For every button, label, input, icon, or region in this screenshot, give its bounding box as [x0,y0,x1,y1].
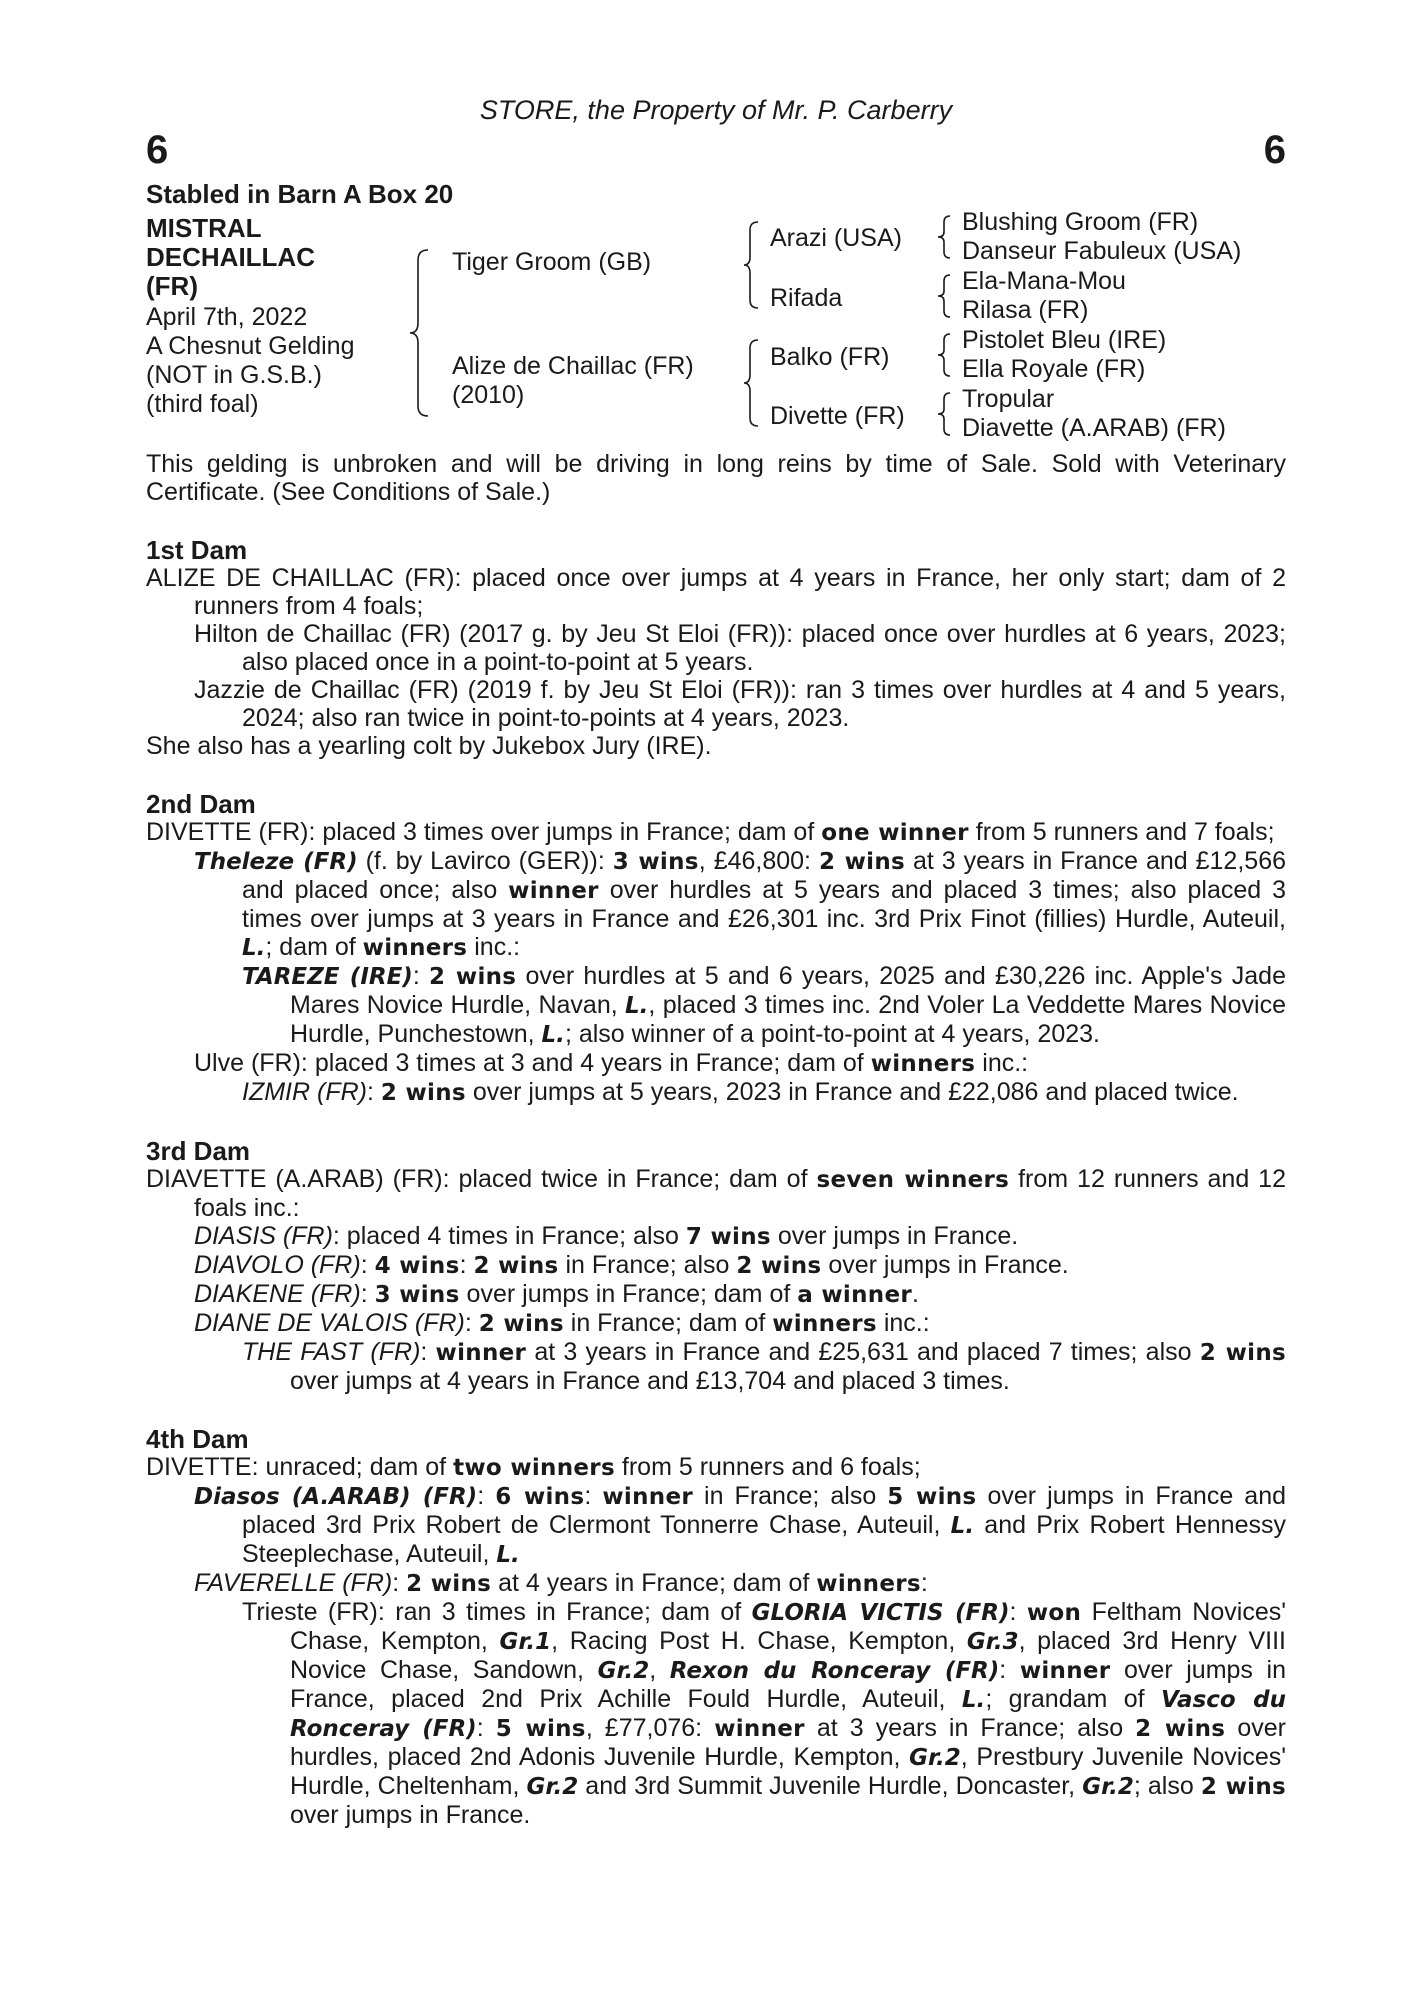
ancestor-g4: Rilasa (FR) [962,296,1089,324]
ancestor-g7: Tropular [962,385,1055,413]
pedigree-brace-main [408,248,432,418]
lot-number-right: 6 [1263,128,1286,172]
horse-name-line3: (FR) [146,271,198,301]
second-dam-grandproduce-tareze: TAREZE (IRE): 2 wins over hurdles at 5 and 6 years, 2025 and £30,226 inc. Apple's Jade Mares Novice Hurdle, Navan, L., placed 3 times inc. 2nd Voler La Veddette Mares Novice Hurdle, Punchestown, L.; also winner of a point-to-point at 4 years, 2023. [242,962,1286,1048]
fourth-dam-produce-diasos: Diasos (A.ARAB) (FR): 6 wins: winner in France; also 5 wins over jumps in France and placed 3rd Prix Robert de Clermont Tonnerre Chase, Auteuil, L. and Prix Robert Hennessy Steeplechase, Auteuil, L. [194,1482,1287,1568]
dam-year: (2010) [452,381,525,409]
fourth-dam-heading: 4th Dam [146,1424,249,1454]
vendor-header: STORE, the Property of Mr. P. Carberry [479,95,953,125]
third-dam-heading: 3rd Dam [146,1136,251,1166]
ancestor-g6: Ella Royale (FR) [962,355,1146,383]
sire-dam: Rifada [770,284,843,312]
sale-notes: This gelding is unbroken and will be driving in long reins by time of Sale. Sold with Veterinary Certificate. (See Conditions of Sale.) [146,450,1286,506]
ancestor-g1: Blushing Groom (FR) [962,208,1199,236]
second-dam-heading: 2nd Dam [146,789,256,819]
fourth-dam-produce-faverelle: FAVERELLE (FR): 2 wins at 4 years in France; dam of winners: [194,1569,928,1597]
dam-name: Alize de Chaillac (FR) [452,352,694,380]
third-dam-grandproduce-the-fast: THE FAST (FR): winner at 3 years in France and £25,631 and placed 7 times; also 2 wins over jumps at 4 years in France and £13,704 and placed 3 times. [242,1338,1286,1395]
pedigree-brace-sire [742,220,762,310]
fourth-dam-summary: DIVETTE: unraced; dam of two winners from 5 runners and 6 foals; [146,1453,921,1481]
horse-name-line2: DECHAILLAC [146,242,315,272]
ancestor-g2: Danseur Fabuleux (USA) [962,237,1242,265]
first-dam-summary: ALIZE DE CHAILLAC (FR): placed once over jumps at 4 years in France, her only start; dam of 2 runners from 4 foals; [146,564,1286,620]
first-dam-yearling: She also has a yearling colt by Jukebox Jury (IRE). [146,732,712,760]
foaling-date: April 7th, 2022 [146,303,308,331]
sire-name: Tiger Groom (GB) [452,248,652,276]
gsb-status: (NOT in G.S.B.) [146,361,322,389]
pedigree-brace-g1 [936,214,954,260]
dam-sire: Balko (FR) [770,343,890,371]
pedigree-brace-g4 [936,391,954,437]
first-dam-heading: 1st Dam [146,535,248,565]
horse-description: A Chesnut Gelding [146,332,355,360]
third-dam-produce-diakene: DIAKENE (FR): 3 wins over jumps in France; dam of a winner. [194,1280,919,1308]
pedigree-brace-g3 [936,332,954,378]
catalogue-page [146,96,1286,1829]
second-dam-produce-ulve: Ulve (FR): placed 3 times at 3 and 4 years in France; dam of winners inc.: [194,1049,1029,1077]
second-dam-summary: DIVETTE (FR): placed 3 times over jumps in France; dam of one winner from 5 runners and 7 foals; [146,818,1275,846]
second-dam-produce-theleze: Theleze (FR) (f. by Lavirco (GER)): 3 wins, £46,800: 2 wins at 3 years in France and £12,566 and placed once; also winner over hurdles at 5 years and placed 3 times; also placed 3 times over jumps at 3 years in France and £26,301 inc. 3rd Prix Finot (fillies) Hurdle, Auteuil, L.; dam of winners inc.: [194,847,1286,961]
pedigree-table [146,208,1286,442]
third-dam-produce-diane-de-valois: DIANE DE VALOIS (FR): 2 wins in France; dam of winners inc.: [194,1309,930,1337]
lot-number-row [146,126,1286,174]
lot-number-left: 6 [146,128,169,172]
fourth-dam-grandproduce-trieste: Trieste (FR): ran 3 times in France; dam of GLORIA VICTIS (FR): won Feltham Novices' Chase, Kempton, Gr.1, Racing Post H. Chase, Kempton, Gr.3, placed 3rd Henry VIII Novice Chase, Sandown, Gr.2, Rexon du Ronceray (FR): winner over jumps in France, placed 2nd Prix Achille Fould Hurdle, Auteuil, L.; grandam of Vasco du Ronceray (FR): 5 wins, £77,076: winner at 3 years in France; also 2 wins over hurdles, placed 2nd Adonis Juvenile Hurdle, Kempton, Gr.2, Prestbury Juvenile Novices' Hurdle, Cheltenham, Gr.2 and 3rd Summit Juvenile Hurdle, Doncaster, Gr.2; also 2 wins over jumps in France. [242,1598,1287,1829]
second-dam-grandproduce-izmir: IZMIR (FR): 2 wins over jumps at 5 years, 2023 in France and £22,086 and placed twice. [242,1078,1239,1106]
ancestor-g8: Diavette (A.ARAB) (FR) [962,414,1226,442]
first-dam-produce-2: Jazzie de Chaillac (FR) (2019 f. by Jeu St Eloi (FR)): ran 3 times over hurdles at 4 and 5 years, 2024; also ran twice in point-to-points at 4 years, 2023. [194,676,1286,732]
horse-name-line1: MISTRAL [146,213,262,243]
sire-sire: Arazi (USA) [770,224,902,252]
third-dam-produce-diavolo: DIAVOLO (FR): 4 wins: 2 wins in France; also 2 wins over jumps in France. [194,1251,1069,1279]
first-dam-produce-1: Hilton de Chaillac (FR) (2017 g. by Jeu St Eloi (FR)): placed once over hurdles at 6 years, 2023; also placed once in a point-to-point at 5 years. [194,620,1286,676]
ancestor-g5: Pistolet Bleu (IRE) [962,326,1167,354]
third-dam-produce-diasis: DIASIS (FR): placed 4 times in France; also 7 wins over jumps in France. [194,1222,1019,1250]
foal-number: (third foal) [146,390,259,418]
pedigree-brace-g2 [936,273,954,319]
stabling-info: Stabled in Barn A Box 20 [146,179,454,209]
ancestor-g3: Ela-Mana-Mou [962,267,1126,295]
third-dam-summary: DIAVETTE (A.ARAB) (FR): placed twice in France; dam of seven winners from 12 runners and 12 foals inc.: [146,1165,1286,1222]
pedigree-brace-dam [742,338,762,428]
dam-dam: Divette (FR) [770,402,905,430]
